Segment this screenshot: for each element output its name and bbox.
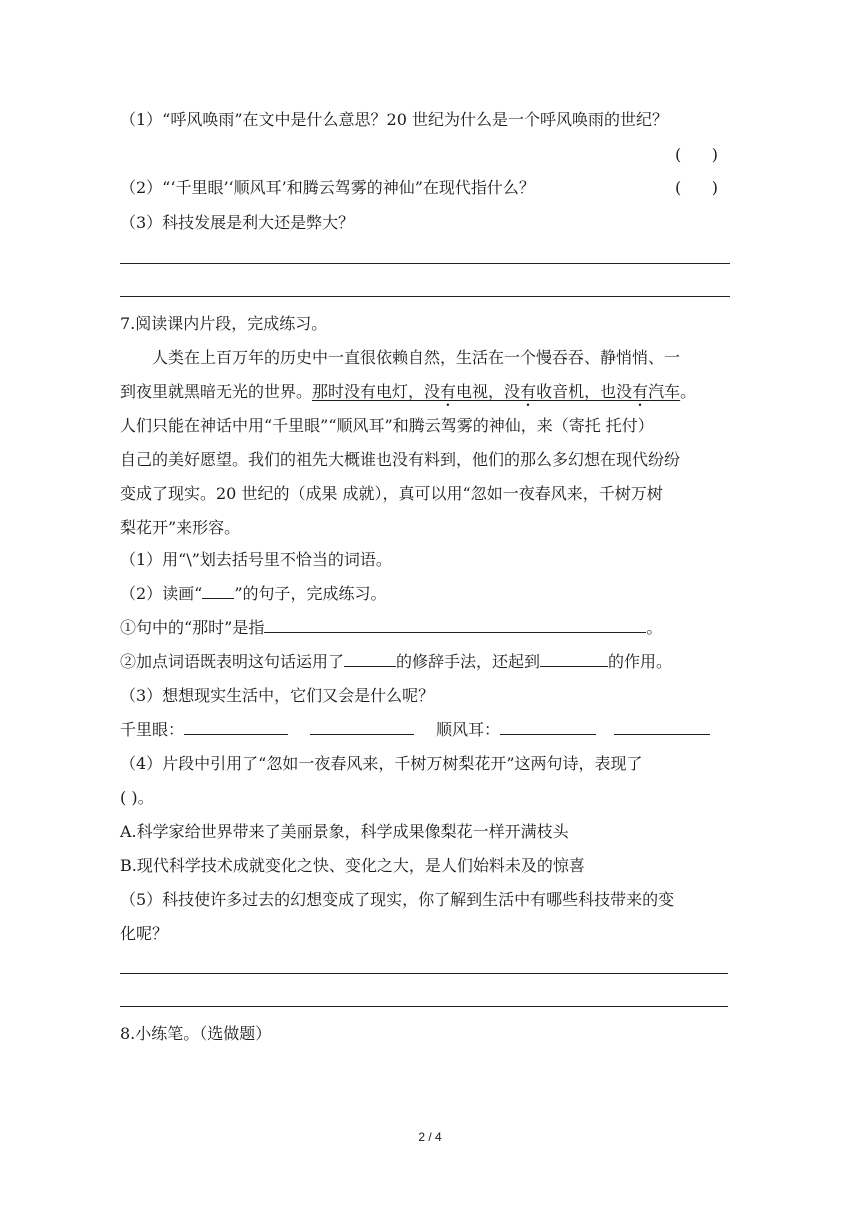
q6-question-1: （1）“呼风唤雨”在文中是什么意思？20 世纪为什么是一个呼风唤雨的世纪？ (120, 110, 668, 129)
question-text: ①句中的“那时”是指 (120, 618, 265, 637)
q8-heading: 8.小练笔。（选做题） (120, 1024, 272, 1043)
q7-question-2 (120, 584, 387, 604)
question-text: 的作用。 (608, 652, 673, 671)
sentence-part: 那时没有电灯，没 (312, 382, 441, 401)
fill-blank[interactable] (264, 618, 646, 633)
q7-heading: 7.阅读课内片段，完成练习。 (120, 314, 328, 333)
dotted-word: 有 (520, 382, 537, 401)
question-text: ”的句子，完成练习。 (234, 584, 387, 603)
q6-answer-paren-1[interactable]: ( ) (675, 145, 718, 164)
underline-sample (202, 584, 234, 599)
answer-line[interactable] (120, 263, 730, 264)
sentence-part: 汽车 (648, 382, 681, 401)
passage-text: 。 (680, 382, 697, 401)
answer-line[interactable] (120, 296, 730, 297)
passage-line (120, 382, 696, 410)
q6-answer-paren-2[interactable]: ( ) (675, 178, 718, 197)
question-text: 的修辞手法，还起到 (396, 652, 541, 671)
passage-line: 自己的美好愿望。我们的祖先大概谁也没有料到，他们的那么多幻想在现代纷纷 (120, 450, 681, 469)
option-a: A.科学家给世界带来了美丽景象，科学成果像梨花一样开满枝头 (120, 822, 569, 841)
answer-line[interactable] (120, 1006, 728, 1007)
q7-question-2a (120, 618, 662, 638)
sentence-part: 电视，没 (456, 382, 521, 401)
question-text: ②加点词语既表明这句话运用了 (120, 652, 345, 671)
q7-question-3-answers (120, 720, 710, 740)
q7-question-3: （3）想想现实生活中，它们又会是什么呢？ (120, 686, 435, 705)
question-text: （2）读画“ (120, 584, 203, 603)
label-shunfenger: 顺风耳： (436, 720, 501, 739)
passage-line: 变成了现实。20 世纪的（成果 成就），真可以用“忽如一夜春风来，千树万树 (120, 484, 663, 503)
underlined-sentence (312, 382, 680, 401)
q6-question-2: （2）“‘千里眼’‘顺风耳’和腾云驾雾的神仙”在现代指什么？ (120, 178, 535, 197)
passage-line: 梨花开”来形容。 (120, 518, 241, 537)
fill-blank[interactable] (310, 720, 414, 735)
passage-text: 到夜里就黑暗无光的世界。 (120, 382, 313, 401)
passage-line: 人们只能在神话中用“千里眼”“顺风耳”和腾云驾雾的神仙，来（寄托 托付） (120, 416, 654, 435)
q7-question-5-cont: 化呢？ (120, 924, 169, 943)
q6-question-3: （3）科技发展是利大还是弊大？ (120, 213, 355, 232)
page-number: 2 / 4 (418, 1130, 442, 1144)
question-text: 。 (646, 618, 663, 637)
passage-line: 人类在上百万年的历史中一直很依赖自然，生活在一个慢吞吞、静悄悄、一 (152, 348, 681, 367)
q7-question-4-paren[interactable]: ( )。 (120, 788, 154, 807)
sentence-part: 收音机，也没 (536, 382, 633, 401)
fill-blank[interactable] (540, 652, 608, 667)
answer-line[interactable] (120, 973, 728, 974)
fill-blank[interactable] (184, 720, 288, 735)
dotted-word: 有 (440, 382, 457, 401)
fill-blank[interactable] (500, 720, 596, 735)
fill-blank[interactable] (614, 720, 710, 735)
dotted-word: 有 (632, 382, 649, 401)
q7-question-4: （4）片段中引用了“忽如一夜春风来，千树万树梨花开”这两句诗，表现了 (120, 754, 643, 773)
fill-blank[interactable] (344, 652, 396, 667)
q7-question-5: （5）科技使许多过去的幻想变成了现实，你了解到生活中有哪些科技带来的变 (120, 890, 675, 909)
q7-question-2b (120, 652, 672, 672)
label-qianliyan: 千里眼： (120, 720, 185, 739)
q7-question-1: （1）用“\”划去括号里不恰当的词语。 (120, 550, 392, 569)
option-b: B.现代科学技术成就变化之快、变化之大，是人们始料未及的惊喜 (120, 856, 585, 875)
